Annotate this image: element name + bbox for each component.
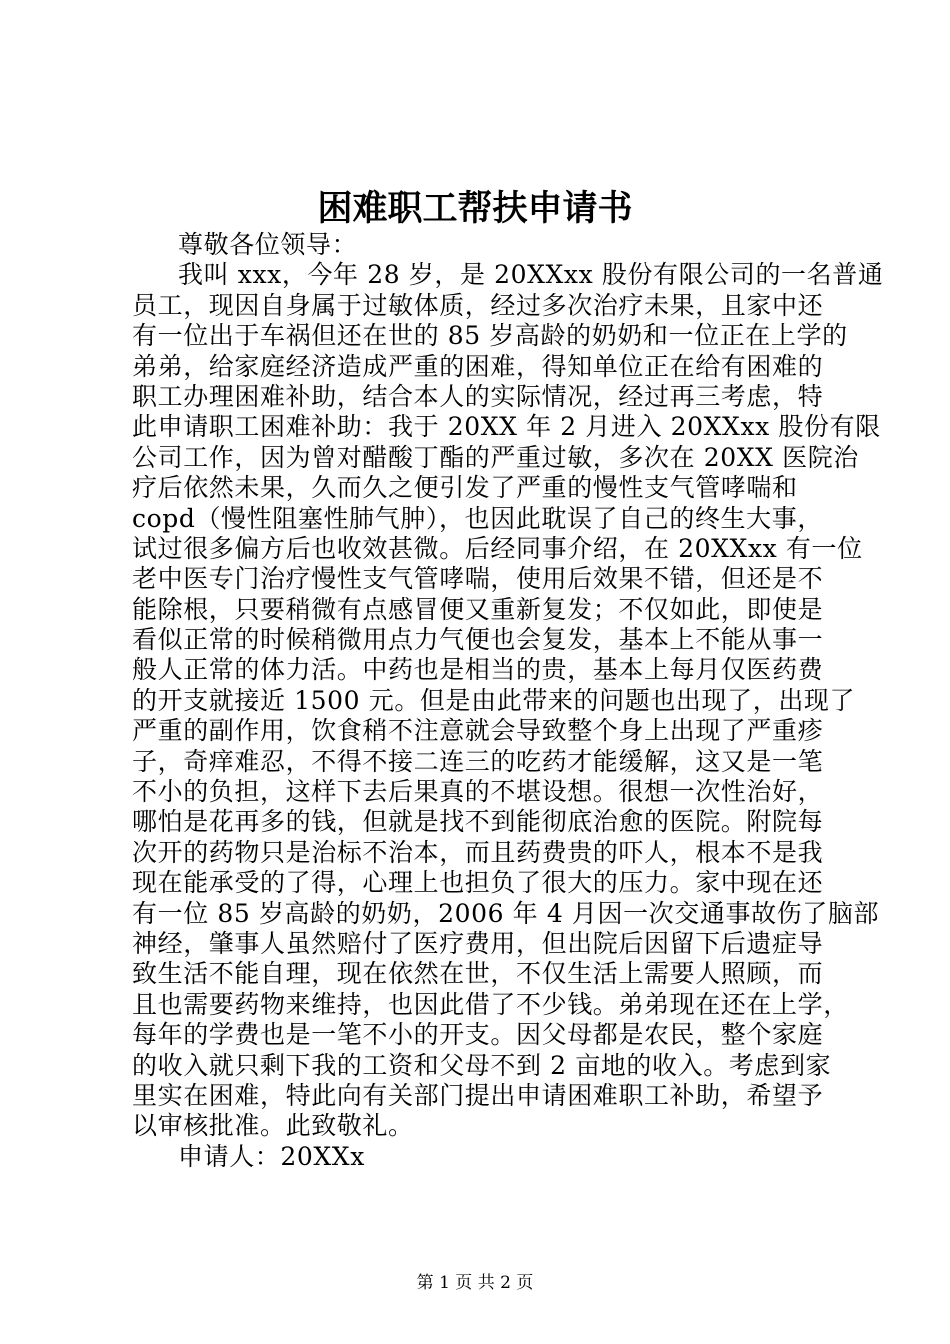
body-line: 以审核批准。此致敬礼。	[132, 1111, 414, 1141]
body-line: 申请人：20XXx	[178, 1141, 365, 1171]
body-line: 有一位 85 岁高龄的奶奶，2006 年 4 月因一次交通事故伤了脑部	[132, 898, 880, 928]
body-line: 般人正常的体力活。中药也是相当的贵，基本上每月仅医药费	[132, 655, 824, 685]
body-line: 能除根，只要稍微有点感冒便又重新复发；不仅如此，即使是	[132, 594, 824, 624]
document-title: 困难职工帮扶申请书	[317, 188, 633, 229]
body-line: copd（慢性阻塞性肺气肿），也因此耽误了自己的终生大事，	[132, 503, 823, 533]
document-body	[132, 230, 884, 1172]
body-line: 现在能承受的了得，心理上也担负了很大的压力。家中现在还	[132, 868, 824, 898]
body-line: 神经，肇事人虽然赔付了医疗费用，但出院后因留下后遗症导	[132, 928, 824, 958]
page-footer: 第 1 页 共 2 页	[416, 1273, 534, 1293]
body-line: 不小的负担，这样下去后果真的不堪设想。很想一次性治好，	[132, 777, 824, 807]
body-line: 严重的副作用，饮食稍不注意就会导致整个身上出现了严重疹	[132, 716, 824, 746]
body-line: 老中医专门治疗慢性支气管哮喘，使用后效果不错，但还是不	[132, 564, 824, 594]
body-line: 此申请职工困难补助：我于 20XX 年 2 月进入 20XXxx 股份有限	[132, 412, 881, 442]
body-line: 次开的药物只是治标不治本，而且药费贵的吓人，根本不是我	[132, 837, 824, 867]
body-line: 里实在困难，特此向有关部门提出申请困难职工补助，希望予	[132, 1080, 824, 1110]
body-line: 子，奇痒难忍，不得不接二连三的吃药才能缓解，这又是一笔	[132, 746, 824, 776]
body-line: 试过很多偏方后也收效甚微。后经同事介绍，在 20XXxx 有一位	[132, 533, 863, 563]
body-line: 且也需要药物来维持，也因此借了不少钱。弟弟现在还在上学，	[132, 989, 849, 1019]
body-line: 的开支就接近 1500 元。但是由此带来的问题也出现了，出现了	[132, 685, 856, 715]
body-line: 致生活不能自理，现在依然在世，不仅生活上需要人照顾，而	[132, 959, 824, 989]
body-line: 弟弟，给家庭经济造成严重的困难，得知单位正在给有困难的	[132, 351, 824, 381]
body-line: 每年的学费也是一笔不小的开支。因父母都是农民，整个家庭	[132, 1020, 824, 1050]
body-line: 公司工作，因为曾对醋酸丁酯的严重过敏，多次在 20XX 医院治	[132, 442, 859, 472]
body-line: 尊敬各位领导：	[178, 230, 358, 259]
body-line: 我叫 xxx，今年 28 岁，是 20XXxx 股份有限公司的一名普通	[178, 260, 884, 290]
body-line: 疗后依然未果，久而久之便引发了严重的慢性支气管哮喘和	[132, 473, 798, 503]
body-line: 的收入就只剩下我的工资和父母不到 2 亩地的收入。考虑到家	[132, 1050, 832, 1080]
body-line: 员工，现因自身属于过敏体质，经过多次治疗未果，且家中还	[132, 290, 824, 320]
body-line: 职工办理困难补助，结合本人的实际情况，经过再三考虑，特	[132, 381, 824, 411]
body-line: 有一位出于车祸但还在世的 85 岁高龄的奶奶和一位正在上学的	[132, 321, 848, 351]
body-line: 看似正常的时候稍微用点力气便也会复发，基本上不能从事一	[132, 625, 824, 655]
body-line: 哪怕是花再多的钱，但就是找不到能彻底治愈的医院。附院每	[132, 807, 824, 837]
